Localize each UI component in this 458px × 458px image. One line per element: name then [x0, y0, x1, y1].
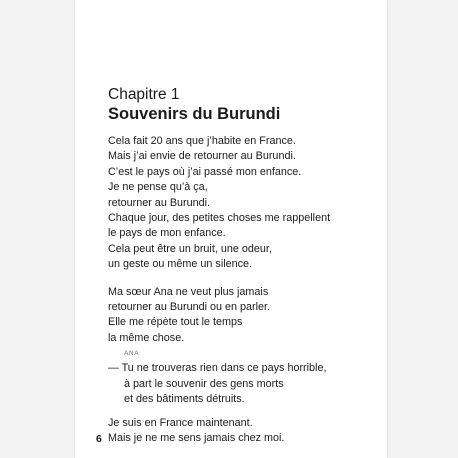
paragraph-gap [108, 408, 378, 416]
text-line: Elle me répète tout le temps [108, 316, 243, 329]
text-line: C’est le pays où j’ai passé mon enfance. [108, 165, 302, 178]
speaker-label: ANA [124, 350, 140, 358]
text-line: Ma sœur Ana ne veut plus jamais [108, 285, 269, 298]
text-line: un geste ou même un silence. [108, 258, 253, 271]
text-line: Mais je ne me sens jamais chez moi. [108, 431, 285, 444]
paragraph-gap [108, 273, 378, 285]
paragraph-2 [108, 285, 378, 347]
page-number: 6 [96, 433, 102, 445]
chapter-title: Souvenirs du Burundi [108, 105, 281, 123]
text-line: Mais j’ai envie de retourner au Burundi. [108, 150, 296, 163]
chapter-number: Chapitre 1 [108, 86, 180, 103]
dialogue-line: et des bâtiments détruits. [124, 393, 245, 406]
text-line: le pays de mon enfance. [108, 227, 226, 240]
paragraph-1 [108, 134, 378, 273]
text-line: la même chose. [108, 331, 185, 344]
closing-paragraph [108, 416, 378, 447]
dialogue-block [108, 361, 378, 407]
text-line: Je ne pense qu’à ça, [108, 181, 208, 194]
dialogue-line: à part le souvenir des gens morts [124, 377, 284, 390]
text-line: retourner au Burundi ou en parler. [108, 301, 271, 314]
dialogue-line: — Tu ne trouveras rien dans ce pays horrible, [108, 362, 327, 375]
text-line: Cela peut être un bruit, une odeur, [108, 242, 272, 255]
page-content [108, 86, 378, 446]
text-line: retourner au Burundi. [108, 196, 211, 209]
book-page [75, 0, 387, 458]
text-line: Chaque jour, des petites choses me rappellent [108, 212, 331, 225]
text-line: Je suis en France maintenant. [108, 416, 253, 429]
text-line: Cela fait 20 ans que j’habite en France. [108, 135, 296, 147]
